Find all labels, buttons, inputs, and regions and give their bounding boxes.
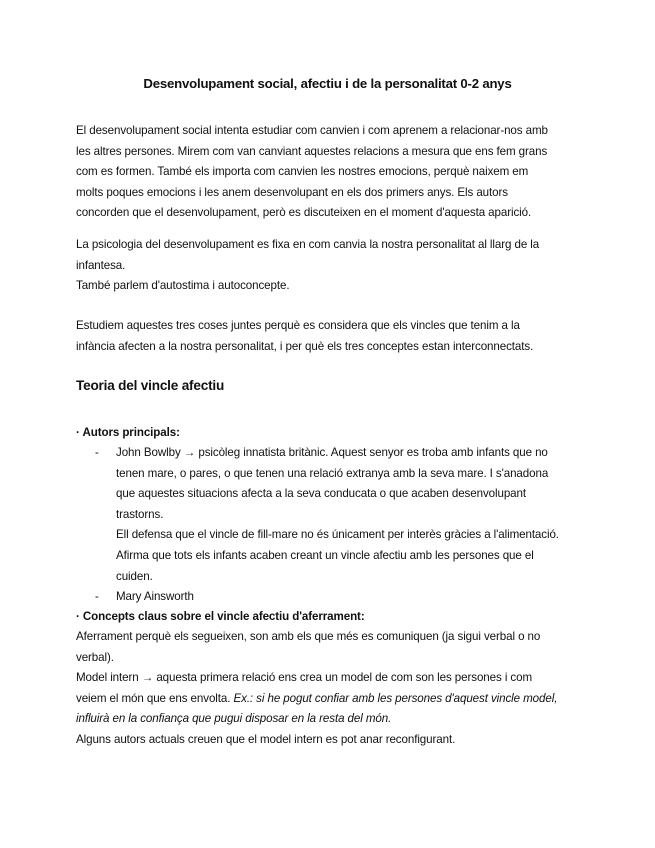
text-line: La psicologia del desenvolupament es fixa en com canvia la nostra personalitat al llarg de la xyxy=(76,238,540,251)
text-line: cuiden. xyxy=(116,569,153,583)
authors-list xyxy=(76,443,577,608)
text-line: Afirma que tots els infants acaben creant un vincle afectiu amb les persones que el xyxy=(116,548,534,562)
intro-paragraph-3 xyxy=(76,316,577,357)
text-line xyxy=(76,689,577,710)
text-line: John Bowlby → psicòleg innatista britànic. Aquest senyor es troba amb infants que no xyxy=(116,446,548,459)
text-line: També parlem d'autostima i autoconcepte. xyxy=(76,279,290,293)
text-line: Aferrament perquè els segueixen, son amb els que més es comuniquen (ja sigui verbal o no xyxy=(76,630,541,643)
text-line: Mary Ainsworth xyxy=(116,590,194,604)
text-line: infantesa. xyxy=(76,258,126,272)
text-line: com es formen. També els importa com canvien les nostres emocions, perquè naixem em xyxy=(76,165,529,179)
intro-paragraph-1 xyxy=(76,121,577,224)
text-line: concorden que el desenvolupament, però es discuteixen en el moment d'aquesta aparició. xyxy=(76,206,532,220)
concepts-paragraph xyxy=(76,627,577,751)
text-line: tenen mare, o pares, o que tenen una relació extranya amb la seva mare. I s'anadona xyxy=(116,466,549,480)
text-line: les altres persones. Mirem com van canviant aquestes relacions a mesura que ens fem grans xyxy=(76,144,548,158)
text-line: Estudiem aquestes tres coses juntes perquè es considera que els vincles que tenim a la xyxy=(76,319,520,332)
section-heading: Teoria del vincle afectiu xyxy=(76,378,225,393)
list-item xyxy=(76,587,577,608)
text-line: que aquestes situacions afecta a la seva conducata o que acaben desenvolupant xyxy=(116,487,526,501)
example-italic: Ex.: si he pogut confiar amb les persones d'aquest vincle model, xyxy=(233,691,558,705)
text-line: molts poques emocions i les anem desenvolupant en els dos primers anys. Els autors xyxy=(76,185,508,199)
list-item xyxy=(76,443,577,587)
list-dash: - xyxy=(95,446,99,459)
example-italic-line: influirà en la confiança que pugui disposar en la resta del món. xyxy=(76,712,392,726)
list-dash: - xyxy=(95,590,99,604)
concepts-heading: · Concepts claus sobre el vincle afectiu d'aferrament: xyxy=(76,610,365,623)
intro-paragraph-2 xyxy=(76,235,577,297)
text-line: verbal). xyxy=(76,650,114,664)
text-line: infància afecten a la nostra personalitat, i per què els tres conceptes estan interconnectats. xyxy=(76,339,534,353)
text-span: veiem el món que ens envolta. xyxy=(76,691,234,705)
text-line: trastorns. xyxy=(116,507,164,521)
authors-heading: · Autors principals: xyxy=(76,426,180,439)
text-line: Model intern → aquesta primera relació ens crea un model de com son les persones i com xyxy=(76,671,533,685)
document-title: Desenvolupament social, afectiu i de la personalitat 0-2 anys xyxy=(143,76,512,91)
text-line: Ell defensa que el vincle de fill-mare no és únicament per interès gràcies a l'alimentació. xyxy=(116,528,559,542)
text-line: Alguns autors actuals creuen que el model intern es pot anar reconfigurant. xyxy=(76,732,456,746)
text-line: El desenvolupament social intenta estudiar com canvien i com aprenem a relacionar-nos amb xyxy=(76,124,548,137)
